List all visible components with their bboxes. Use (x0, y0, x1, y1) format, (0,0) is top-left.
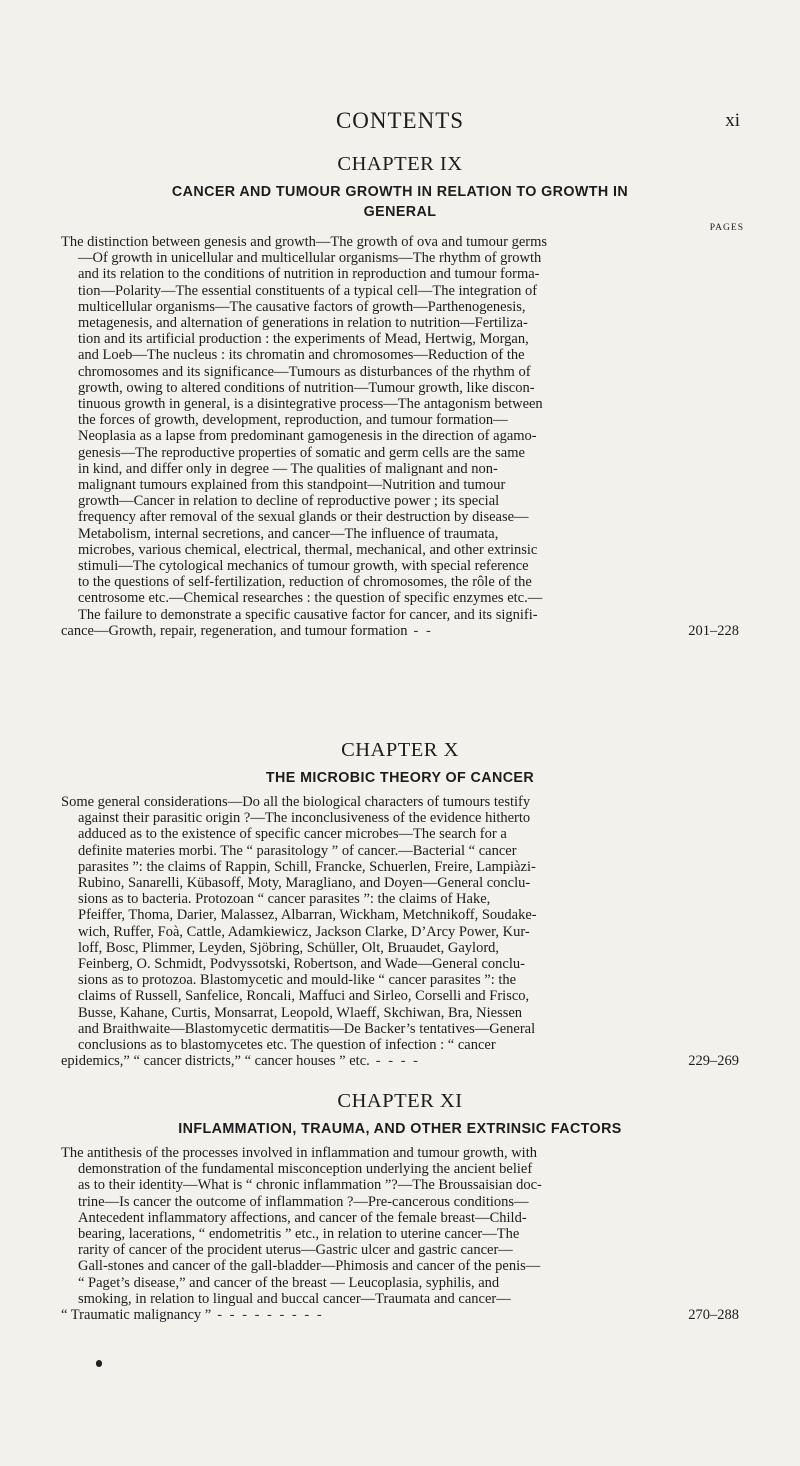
summary-line: Busse, Kahane, Curtis, Monsarrat, Leopold, Wlaeff, Skchiwan, Bra, Niessen (78, 1004, 523, 1021)
summary-line: The failure to demonstrate a specific causative factor for cancer, and its signifi- (78, 606, 538, 623)
page-number: xi (725, 110, 740, 131)
chapter-xi (61, 1087, 739, 1323)
chapter-summary (61, 1145, 739, 1307)
summary-line: to the questions of self-fertilization, reduction of chromosomes, the rôle of the (78, 574, 532, 591)
chapter-title-line: THE MICROBIC THEORY OF CANCER (265, 770, 535, 786)
summary-line: metagenesis, and alternation of generations in relation to nutrition—Fertiliza- (78, 315, 528, 332)
chapter-number: CHAPTER X (341, 739, 459, 761)
chapter-summary (61, 234, 739, 623)
summary-line: demonstration of the fundamental misconception underlying the ancient belief (78, 1161, 533, 1178)
summary-line: in kind, and differ only in degree — The qualities of malignant and non- (78, 460, 498, 477)
last-line-text: cance—Growth, repair, regeneration, and tumour formation (61, 622, 408, 639)
chapter-number: CHAPTER IX (337, 153, 463, 175)
summary-line: tion—Polarity—The essential constituents of a typical cell—The integration of (78, 282, 538, 299)
summary-line: chromosomes and its significance—Tumours as disturbances of the rhythm of (78, 363, 531, 380)
last-line-text: “ Traumatic malignancy ” (61, 1307, 212, 1324)
dot-leaders: - - (413, 622, 433, 639)
chapter-title (61, 182, 739, 222)
page-range: 270–288 (688, 1307, 739, 1324)
summary-line: parasites ”: the claims of Rappin, Schill, Francke, Schuerlen, Freire, Lampiàzi- (78, 858, 536, 875)
chapter-title (61, 1119, 739, 1139)
summary-line: wich, Ruffer, Foà, Cattle, Adamkiewicz, Jackson Clarke, D’Arcy Power, Kur- (78, 923, 530, 940)
summary-line: Some general considerations—Do all the biological characters of tumours testify (61, 794, 531, 810)
summary-line: tion and its artificial production : the experiments of Mead, Hertwig, Morgan, (78, 331, 529, 348)
summary-line: Feinberg, O. Schmidt, Podvyssotski, Robertson, and Wade—General conclu- (78, 956, 525, 973)
chapter-title (61, 768, 739, 788)
summary-line: multicellular organisms—The causative factors of growth—Parthenogenesis, (78, 298, 526, 315)
summary-line: against their parasitic origin ?—The inconclusiveness of the evidence hitherto (78, 810, 531, 827)
dot-leaders: - - - - - - - - - (217, 1307, 324, 1324)
summary-line: sions as to bacteria. Protozoan “ cancer parasites ”: the claims of Hake, (78, 891, 491, 908)
pages-column-label: PAGES (709, 223, 744, 233)
summary-line: sions as to protozoa. Blastomycetic and mould-like “ cancer parasites ”: the (78, 972, 517, 989)
summary-line: Gall-stones and cancer of the gall-bladder—Phimosis and cancer of the penis— (78, 1258, 541, 1275)
running-head (0, 108, 800, 138)
summary-line: definite materies morbi. The “ parasitology ” of cancer.—Bacterial “ cancer (78, 842, 517, 859)
summary-line: and Loeb—The nucleus : its chromatin and chromosomes—Reduction of the (78, 347, 525, 364)
summary-line: loff, Bosc, Plimmer, Leyden, Sjöbring, Schüller, Olt, Bruaudet, Gaylord, (78, 939, 500, 956)
summary-line: genesis—The reproductive properties of somatic and germ cells are the same (78, 444, 525, 461)
summary-line: microbes, various chemical, electrical, thermal, mechanical, and other extrinsic (78, 541, 538, 558)
summary-line: Rubino, Sanarelli, Kübasoff, Moty, Maragliano, and Doyen—General conclu- (78, 875, 531, 892)
summary-line: smoking, in relation to lingual and buccal cancer—Traumata and cancer— (78, 1290, 511, 1307)
running-title: CONTENTS (335, 108, 465, 133)
summary-line: conclusions as to blastomycetes etc. The question of infection : “ cancer (78, 1037, 496, 1054)
chapter-title-line: CANCER AND TUMOUR GROWTH IN RELATION TO GROWTH IN (171, 184, 629, 200)
summary-line: Pfeiffer, Thoma, Darier, Malassez, Albarran, Wickham, Metchnikoff, Soudake- (78, 907, 537, 924)
ink-mark (96, 1360, 102, 1367)
summary-last-line (61, 1053, 739, 1069)
summary-line: claims of Russell, Sanfelice, Roncali, Maffuci and Sirleo, Corselli and Frisco, (78, 988, 530, 1005)
summary-line: and its relation to the conditions of nutrition in reproduction and tumour forma- (78, 266, 540, 283)
summary-line: Antecedent inflammatory affections, and cancer of the female breast—Child- (78, 1209, 527, 1226)
summary-last-line (61, 1307, 739, 1323)
summary-line: frequency after removal of the sexual glands or their destruction by disease— (78, 509, 529, 526)
summary-last-line (61, 623, 739, 639)
chapter-ix (61, 150, 744, 639)
chapter-title-line: GENERAL (363, 204, 437, 220)
summary-line: bearing, lacerations, “ endometritis ” etc., in relation to uterine cancer—The (78, 1226, 520, 1243)
summary-line: trine—Is cancer the outcome of inflammation ?—Pre-cancerous conditions— (78, 1193, 529, 1210)
chapter-x (61, 736, 739, 1069)
dot-leaders: - - - - (375, 1053, 420, 1070)
summary-line: Metabolism, internal secretions, and cancer—The influence of traumata, (78, 525, 499, 542)
summary-line: malignant tumours explained from this standpoint—Nutrition and tumour (78, 477, 506, 494)
summary-line: growth—Cancer in relation to decline of reproductive power ; its special (78, 493, 500, 510)
chapter-summary (61, 794, 739, 1053)
summary-line: as to their identity—What is “ chronic inflammation ”?—The Broussaisian doc- (78, 1177, 542, 1194)
summary-line: Neoplasia as a lapse from predominant gamogenesis in the direction of agamo- (78, 428, 537, 445)
summary-line: The antithesis of the processes involved in inflammation and tumour growth, with (61, 1145, 537, 1161)
page-range: 229–269 (688, 1053, 739, 1070)
chapter-number: CHAPTER XI (337, 1090, 463, 1112)
summary-line: growth, owing to altered conditions of nutrition—Tumour growth, like discon- (78, 379, 535, 396)
summary-line: rarity of cancer of the procident uterus—Gastric ulcer and gastric cancer— (78, 1242, 513, 1259)
summary-line: stimuli—The cytological mechanics of tumour growth, with special reference (78, 558, 529, 575)
summary-line: “ Paget’s disease,” and cancer of the breast — Leucoplasia, syphilis, and (78, 1274, 500, 1291)
page-range: 201–228 (688, 622, 739, 639)
last-line-text: epidemics,” “ cancer districts,” “ cancer houses ” etc. (61, 1053, 370, 1070)
summary-line: and Braithwaite—Blastomycetic dermatitis—De Backer’s tentatives—General (78, 1020, 536, 1037)
chapter-title-line: INFLAMMATION, TRAUMA, AND OTHER EXTRINSIC FACTORS (178, 1121, 622, 1137)
summary-line: adduced as to the existence of specific cancer microbes—The search for a (78, 826, 507, 843)
summary-line: —Of growth in unicellular and multicellular organisms—The rhythm of growth (78, 250, 542, 267)
summary-line: tinuous growth in general, is a disintegrative process—The antagonism between (78, 396, 543, 413)
summary-line: centrosome etc.—Chemical researches : the question of specific enzymes etc.— (78, 590, 543, 607)
summary-line: the forces of growth, development, reproduction, and tumour formation— (78, 412, 508, 429)
summary-line: The distinction between genesis and growth—The growth of ova and tumour germs (61, 234, 548, 250)
